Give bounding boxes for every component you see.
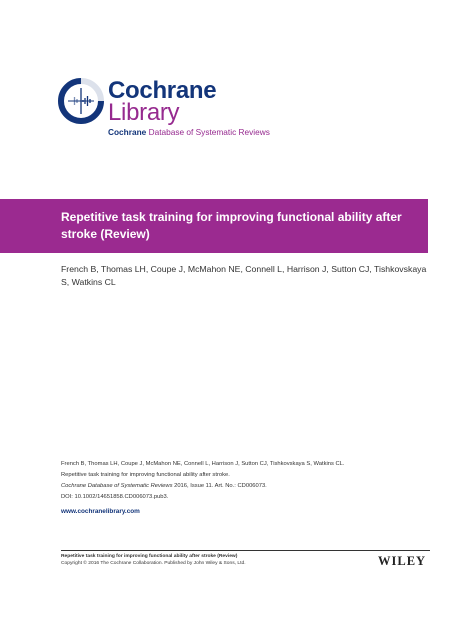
review-title: Repetitive task training for improving functional ability after stroke (Review) [61,210,402,241]
database-name: Database of Systematic Reviews [148,127,270,137]
wiley-logo: WILEY [378,554,427,568]
citation-block [61,459,431,503]
citation-journal: Cochrane Database of Systematic Reviews [61,483,173,489]
brand-cochrane: Cochrane [108,77,217,104]
citation-source [61,481,431,492]
citation-title: Repetitive task training for improving functional ability after stroke. [61,472,230,478]
footer-title: Repetitive task training for improving functional ability after stroke (Review) [61,554,238,559]
brand-library: Library [108,99,180,126]
citation-authors: French B, Thomas LH, Coupe J, McMahon NE, Connell L, Harrison J, Sutton CJ, Tishkovskaya S, Watkins CL. [61,461,345,467]
website-link[interactable]: www.cochranelibrary.com [61,508,140,515]
database-brand: Cochrane [108,127,147,137]
cochrane-logo-icon [58,78,104,124]
citation-details: 2016, Issue 11. Art. No.: CD006073. [172,483,267,489]
database-subtitle [108,127,270,137]
footer-copyright: Copyright © 2016 The Cochrane Collaboration. Published by John Wiley & Sons, Ltd. [61,561,246,566]
footer-divider [61,550,430,551]
citation-doi: DOI: 10.1002/14651858.CD006073.pub3. [61,494,169,500]
review-authors: French B, Thomas LH, Coupe J, McMahon NE, Connell L, Harrison J, Sutton CJ, Tishkovskaya S, Watkins CL [61,264,427,288]
